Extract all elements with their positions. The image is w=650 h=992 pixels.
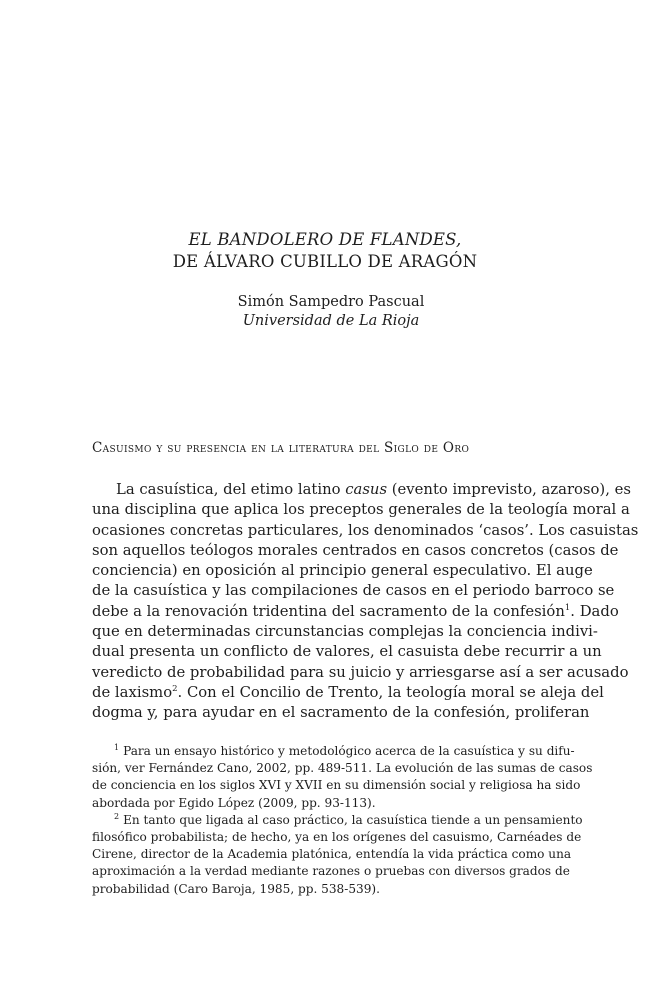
author-block — [0, 293, 650, 331]
footnote-line: probabilidad (Caro Baroja, 1985, pp. 538-539). — [92, 881, 380, 896]
title-line-1: EL BANDOLERO DE FLANDES, — [188, 230, 462, 249]
body-line: veredicto de probabilidad para su juicio y arriesgarse así a ser acusado — [92, 663, 629, 681]
body-line: ocasiones concretas particulares, los denominados ‘casos’. Los casuistas — [92, 521, 639, 539]
footnote-line: filosófico probabilista; de hecho, ya en los orígenes del casuismo, Carnéades de — [92, 829, 582, 844]
body-line: conciencia) en oposición al principio general especulativo. El auge — [92, 562, 593, 580]
footnote-reference-1[interactable]: 1 — [564, 602, 571, 613]
title-line-2: DE ÁLVARO CUBILLO DE ARAGÓN — [172, 252, 478, 271]
footnote-number: 2 — [114, 811, 120, 821]
author-name: Simón Sampedro Pascual — [237, 294, 425, 310]
body-paragraph — [92, 480, 639, 724]
footnote-number: 1 — [114, 743, 120, 752]
body-line: dogma y, para ayudar en el sacramento de la confesión, proliferan — [92, 704, 590, 722]
footnote-line: aproximación a la verdad mediante razones o pruebas con diversos grados de — [92, 864, 570, 879]
body-line: que en determinadas circunstancias complejas la conciencia indivi- — [92, 623, 598, 641]
footnote-line: de conciencia en los siglos XVI y XVII en su dimensión social y religiosa ha sido — [92, 778, 581, 793]
body-text-span: . Con el Concilio de Trento, la teología moral se aleja del — [177, 683, 604, 701]
latin-term: casus — [345, 481, 388, 498]
body-text-span: La casuística, del etimo latino — [116, 481, 346, 498]
body-line — [92, 480, 631, 500]
body-line: de la casuística y las compilaciones de casos en el periodo barroco se — [92, 582, 615, 600]
body-line: son aquellos teólogos morales centrados en casos concretos (casos de — [92, 541, 619, 559]
chapter-title — [0, 229, 650, 273]
footnote-2 — [92, 811, 583, 829]
footnotes — [92, 743, 593, 898]
body-text-span: debe a la renovación tridentina del sacramento de la confesión — [92, 602, 565, 620]
author-affiliation: Universidad de La Rioja — [242, 313, 420, 329]
footnote-line: sión, ver Fernández Cano, 2002, pp. 489-511. La evolución de las sumas de casos — [92, 761, 593, 776]
body-text-span: de laxismo — [92, 683, 173, 701]
body-text-span: . Dado — [570, 602, 619, 620]
footnote-text: En tanto que ligada al caso práctico, la casuística tiende a un pensamiento — [123, 812, 583, 827]
body-text-span: (evento imprevisto, azaroso), es — [387, 481, 631, 498]
footnote-1 — [92, 743, 575, 760]
body-line — [92, 683, 604, 703]
body-line: una disciplina que aplica los preceptos generales de la teología moral a — [92, 501, 630, 519]
section-heading: Casuismo y su presencia en la literatura del Siglo de Oro — [92, 440, 470, 456]
body-line — [92, 602, 619, 622]
footnote-line: abordada por Egido López (2009, pp. 93-113). — [92, 795, 376, 810]
footnote-reference-2[interactable]: 2 — [172, 683, 178, 694]
footnote-text: Para un ensayo histórico y metodológico acerca de la casuística y su difu- — [123, 744, 575, 758]
footnote-line: Cirene, director de la Academia platónica, entendía la vida práctica como una — [92, 847, 572, 862]
body-line: dual presenta un conflicto de valores, el casuista debe recurrir a un — [92, 643, 602, 661]
